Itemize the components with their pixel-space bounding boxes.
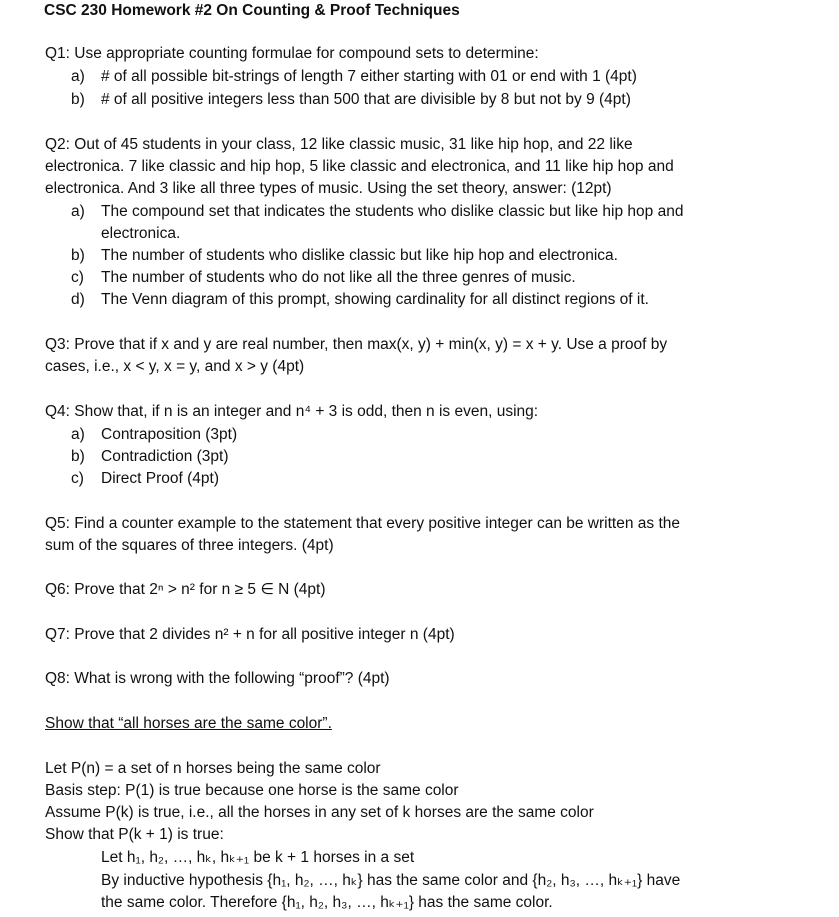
q2-intro-line-2: electronica. 7 like classic and hip hop, 5 like classic and electronica, and 11 like hip hop and: [45, 158, 674, 175]
q8-proof-line-1: Let P(n) = a set of n horses being the same color: [45, 760, 381, 777]
q4-item-c-label: c): [71, 470, 84, 487]
q8-inner-line-2: By inductive hypothesis {h₁, h₂, …, hₖ} has the same color and {h₂, h₃, …, hₖ₊₁} have: [101, 872, 681, 889]
q1-item-b-label: b): [71, 91, 85, 108]
q1-item-a: [71, 67, 637, 87]
q8-proof-line-4: Show that P(k + 1) is true:: [45, 826, 224, 843]
q2-item-c-text: The number of students who do not like all the three genres of music.: [101, 269, 576, 286]
q2-item-b-text: The number of students who dislike classic but like hip hop and electronica.: [101, 247, 618, 264]
q8-intro: Q8: What is wrong with the following “proof”? (4pt): [45, 670, 390, 687]
q4-item-b: [71, 447, 229, 467]
q6-text: Q6: Prove that 2ⁿ > n² for n ≥ 5 ∈ N (4pt): [45, 581, 326, 598]
q2-item-d: [71, 290, 649, 310]
q1-intro: Q1: Use appropriate counting formulae for compound sets to determine:: [45, 45, 539, 62]
q5-line-2: sum of the squares of three integers. (4pt): [45, 537, 334, 554]
q2-item-b-label: b): [71, 247, 85, 264]
q3-line-1: Q3: Prove that if x and y are real number, then max(x, y) + min(x, y) = x + y. Use a proof by: [45, 336, 668, 353]
q8-proof-line-2: Basis step: P(1) is true because one horse is the same color: [45, 782, 459, 799]
q8-proof-line-3: Assume P(k) is true, i.e., all the horses in any set of k horses are the same color: [45, 804, 594, 821]
q1-item-a-label: a): [71, 68, 85, 85]
q4-item-b-label: b): [71, 448, 85, 465]
q4-item-c-text: Direct Proof (4pt): [101, 470, 220, 487]
q2-item-a: [71, 202, 683, 222]
q1-item-b: [71, 90, 631, 110]
q7-text: Q7: Prove that 2 divides n² + n for all positive integer n (4pt): [45, 626, 455, 643]
q5-line-1: Q5: Find a counter example to the statement that every positive integer can be written as the: [45, 515, 680, 532]
q2-item-d-text: The Venn diagram of this prompt, showing cardinality for all distinct regions of it.: [101, 291, 649, 308]
q1-item-b-text: # of all positive integers less than 500 that are divisible by 8 but not by 9 (4pt): [101, 91, 631, 108]
q2-item-a-cont: electronica.: [101, 225, 181, 242]
q1-item-a-text: # of all possible bit-strings of length 7 either starting with 01 or end with 1 (4pt): [101, 68, 637, 85]
q2-item-b: [71, 246, 618, 266]
q2-item-c: [71, 268, 576, 288]
q2-item-a-label: a): [71, 203, 85, 220]
q4-intro: Q4: Show that, if n is an integer and n⁴ + 3 is odd, then n is even, using:: [45, 403, 539, 420]
q8-heading: Show that “all horses are the same color”.: [45, 715, 332, 732]
q4-item-a-text: Contraposition (3pt): [101, 426, 238, 443]
q2-item-c-label: c): [71, 269, 84, 286]
q4-item-c: [71, 469, 219, 489]
q4-item-b-text: Contradiction (3pt): [101, 448, 229, 465]
q3-line-2: cases, i.e., x < y, x = y, and x > y (4pt): [45, 358, 305, 375]
q2-intro-line-3: electronica. And 3 like all three types of music. Using the set theory, answer: (12pt): [45, 180, 612, 197]
q8-inner-line-3: the same color. Therefore {h₁, h₂, h₃, …, hₖ₊₁} has the same color.: [101, 894, 553, 911]
q8-inner-line-1: Let h₁, h₂, …, hₖ, hₖ₊₁ be k + 1 horses in a set: [101, 849, 415, 866]
q2-intro-line-1: Q2: Out of 45 students in your class, 12 like classic music, 31 like hip hop, and 22 like: [45, 136, 633, 153]
q2-item-a-text: The compound set that indicates the students who dislike classic but like hip hop and: [101, 203, 684, 220]
q4-item-a: [71, 425, 237, 445]
q2-item-d-label: d): [71, 291, 85, 308]
page-title: CSC 230 Homework #2 On Counting & Proof Techniques: [44, 2, 460, 19]
q4-item-a-label: a): [71, 426, 85, 443]
